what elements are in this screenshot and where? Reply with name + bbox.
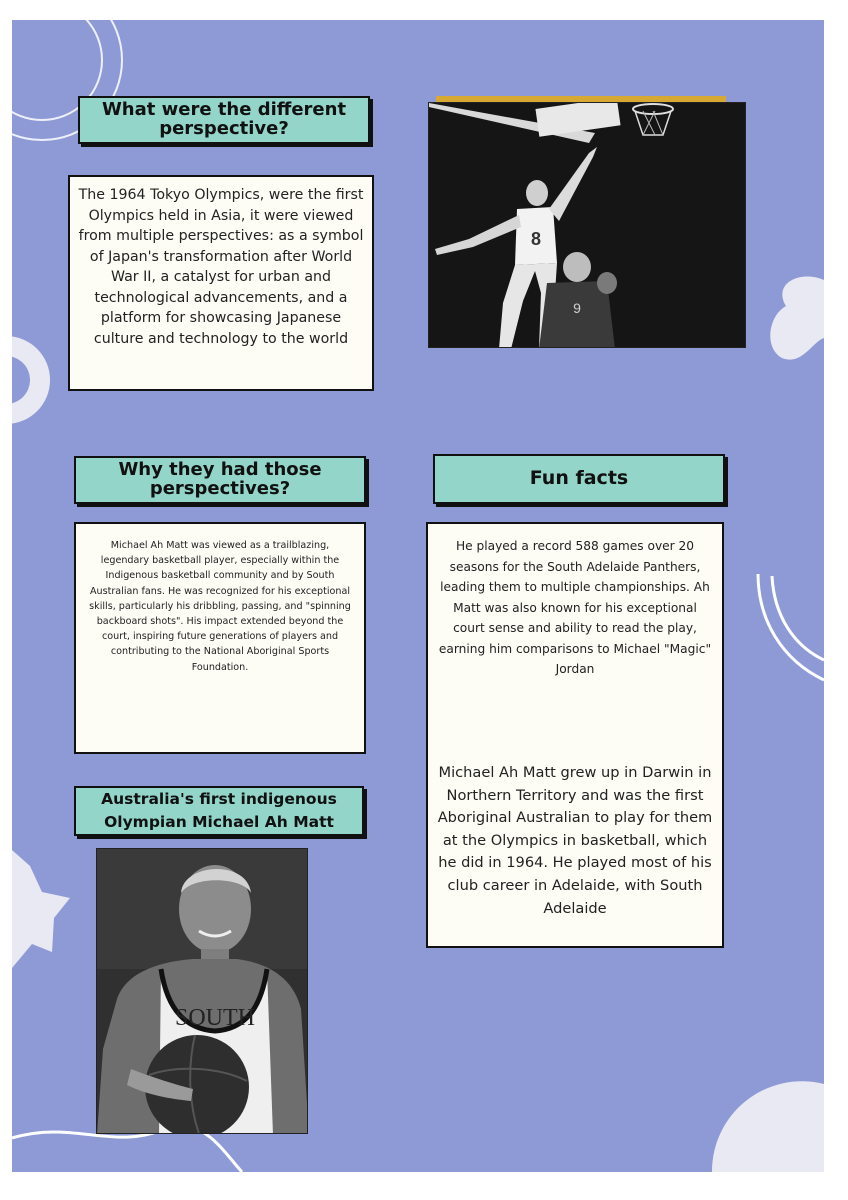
heading-perspectives-text: What were the different perspective?: [101, 99, 347, 139]
right-arc-inner-shape: [772, 576, 824, 660]
right-arc-outer-shape: [758, 574, 824, 680]
x-blob-shape: [770, 276, 824, 359]
heading-first-indigenous-olympian: [74, 786, 364, 836]
heading-fun-facts: [433, 454, 725, 504]
heading-first-indigenous-olympian-text: Australia's first indigenous Olympian Michael Ah Matt: [101, 790, 337, 831]
poster-background: [12, 20, 824, 1172]
fun-fact-darwin: Michael Ah Matt grew up in Darwin in Northern Territory and was the first Aboriginal Australian to play for them at the Olympics in basketball, which he did in 1964. He played most of his club career in Adelaide, with South Adelaide: [437, 764, 713, 917]
action-jersey-number: 8: [530, 229, 542, 249]
heading-why-perspectives: [74, 456, 366, 504]
heading-perspectives: [78, 96, 370, 144]
fun-facts-text-box: [426, 522, 724, 948]
star-shape: [12, 850, 70, 968]
michael-ah-matt-portrait-photo: [96, 848, 308, 1134]
why-perspectives-text-box: [74, 522, 366, 754]
why-perspectives-body: Michael Ah Matt was viewed as a trailblazing, legendary basketball player, especially within the Indigenous basketball community and by South Australian fans. He was recognized for his exceptional skills, particularly his dribbling, passing, and "spinning backboard shots". His impact extended beyond the court, inspiring future generations of players and contributing to the National Aboriginal Sports Foundation.: [89, 540, 351, 673]
heading-why-perspectives-text: Why they had those perspectives?: [118, 459, 322, 499]
defender-jersey-number: 9: [573, 300, 581, 316]
basketball-action-photo: [428, 102, 746, 348]
perspectives-body: The 1964 Tokyo Olympics, were the first Olympics held in Asia, it were viewed from multiple perspectives: as a symbol of Japan's transformation after World War II, a catalyst for urban and technological advancements, and a platform for showcasing Japanese culture and technology to the world: [78, 187, 364, 347]
background-player-head-shape: [597, 272, 617, 294]
portrait-jersey-text: SOUTH: [174, 1005, 256, 1031]
player-head-shape: [526, 180, 548, 206]
heading-fun-facts-text: Fun facts: [529, 467, 629, 490]
fun-fact-record-games: He played a record 588 games over 20 seasons for the South Adelaide Panthers, leading them to multiple championships. Ah Matt was also known for his exceptional court sense and ability to read the play, earning him comparisons to Michael "Magic" Jordan: [438, 539, 712, 676]
half-ring-shape: [12, 336, 50, 424]
bottom-right-quarter-shape: [712, 1081, 824, 1172]
defender-head-shape: [563, 252, 591, 282]
perspectives-text-box: [68, 175, 374, 391]
